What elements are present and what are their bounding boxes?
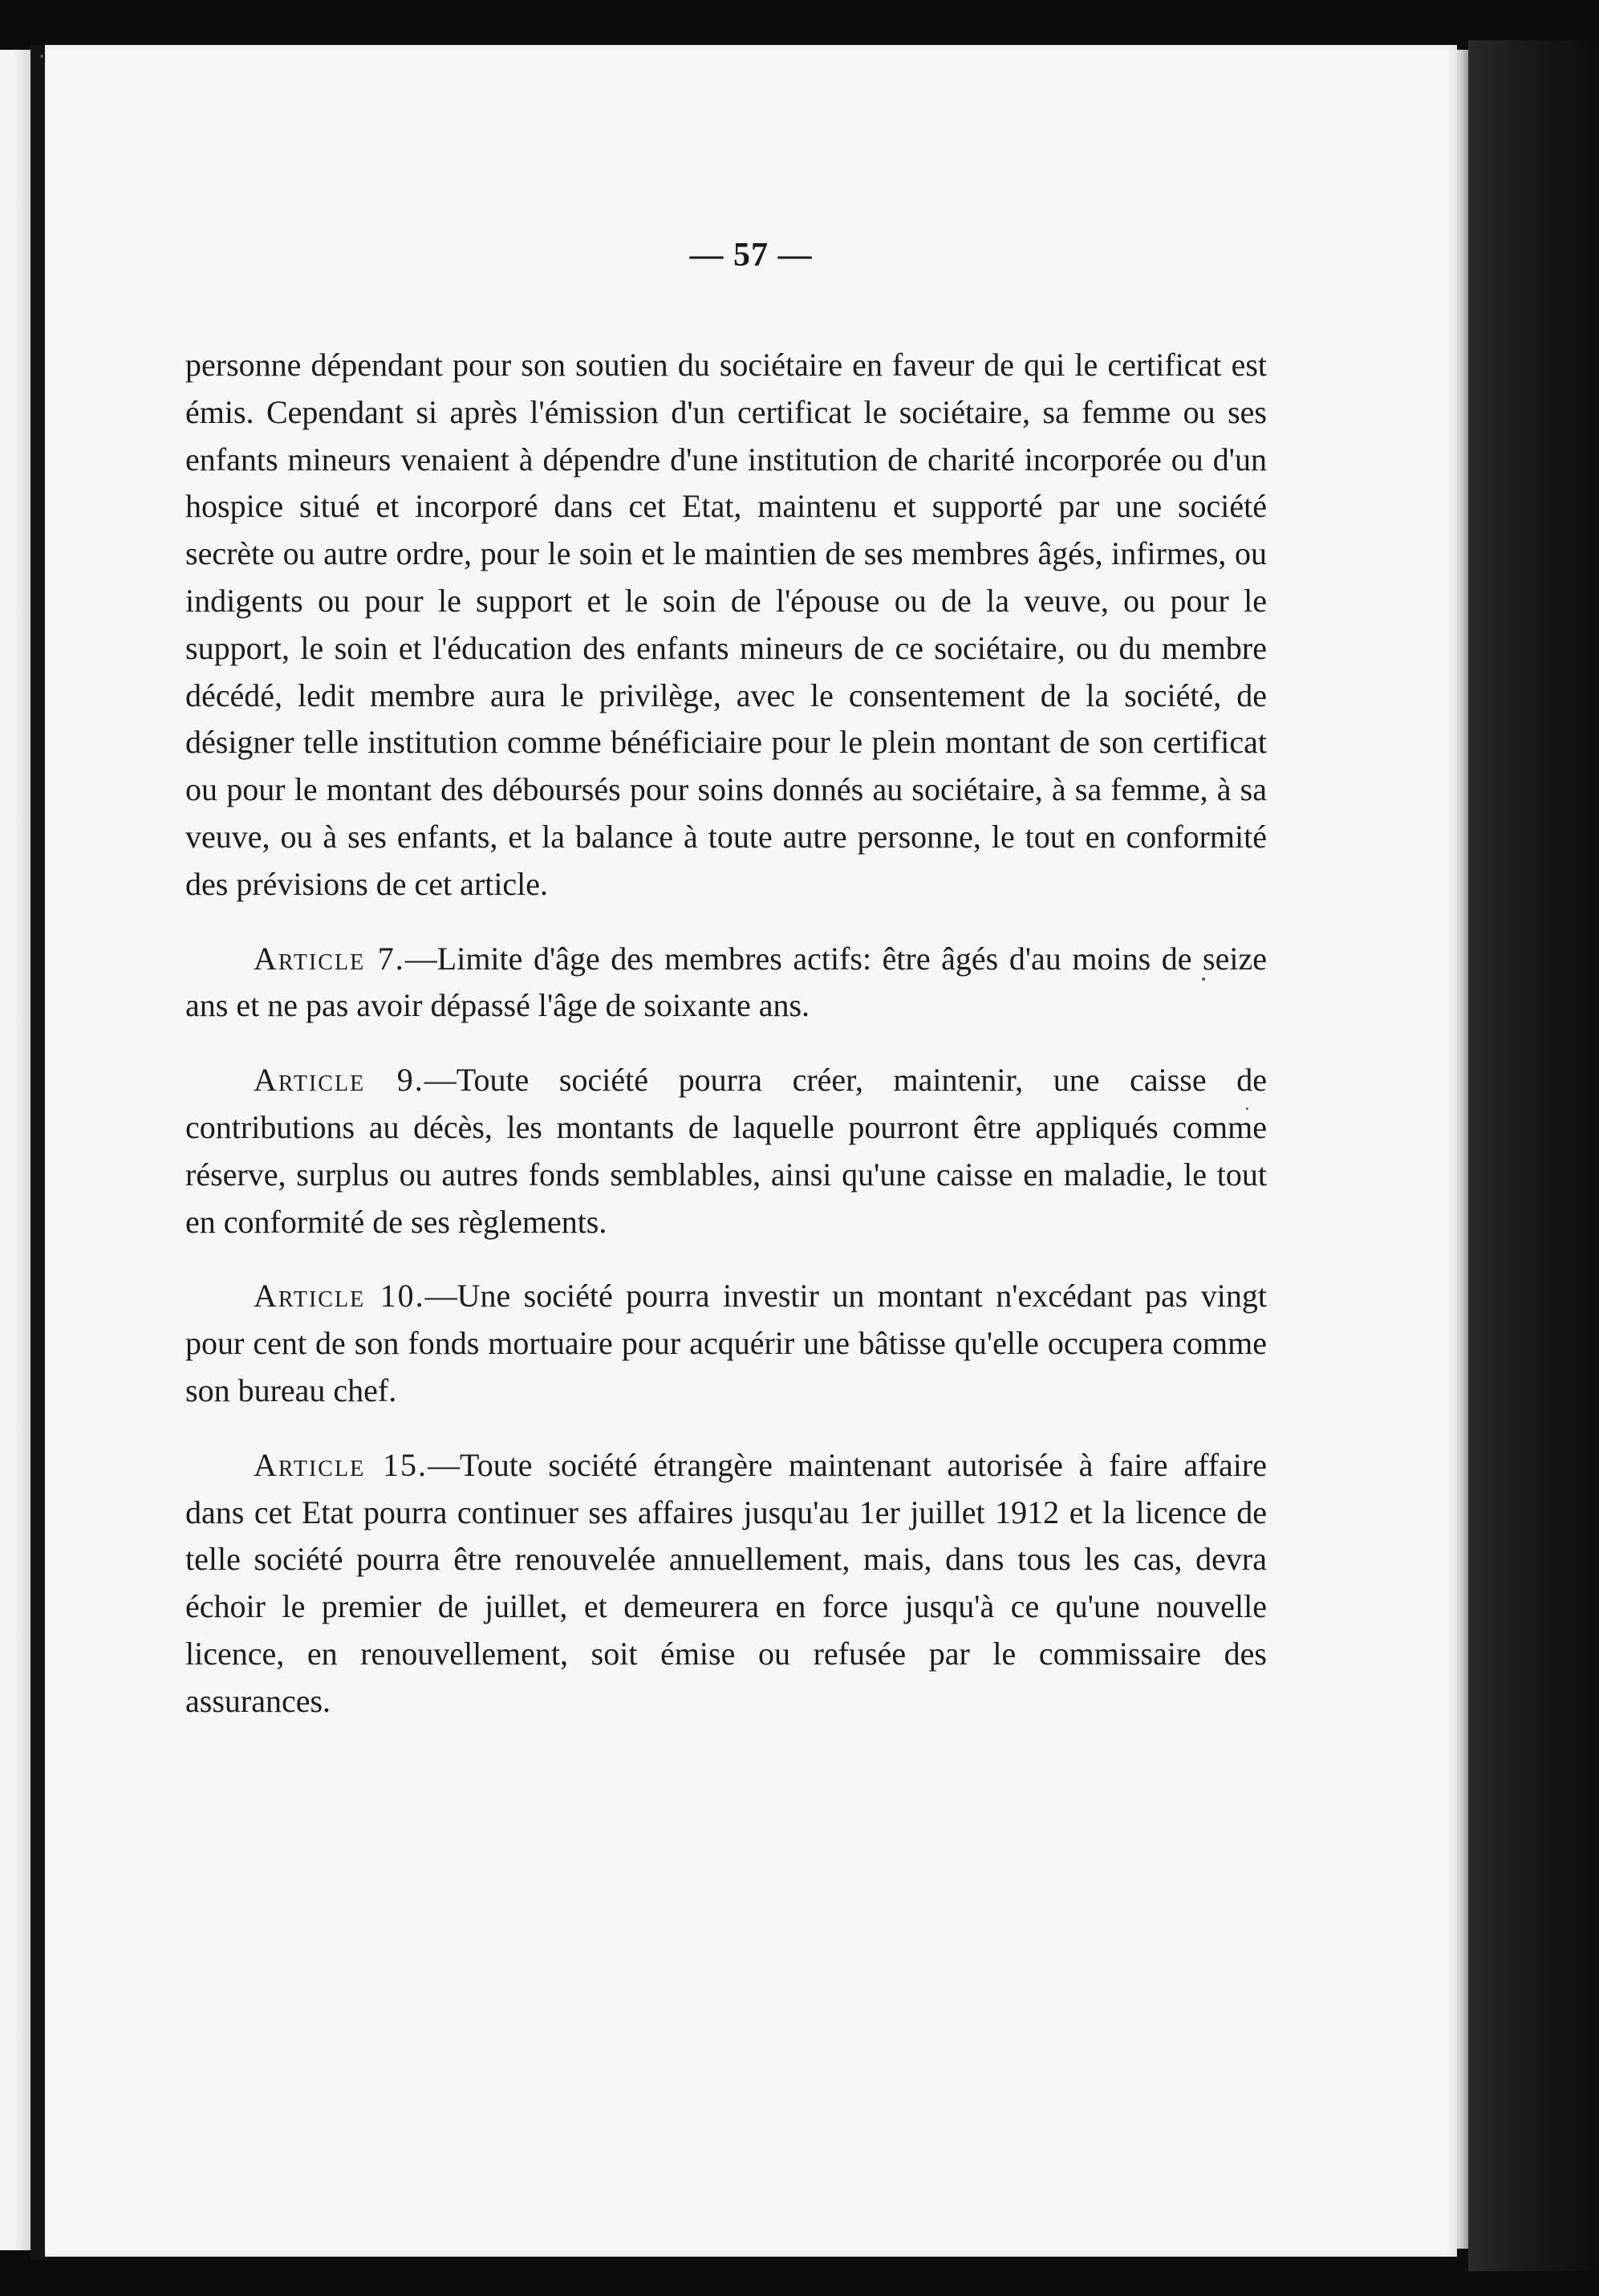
paragraph-article-7 <box>185 936 1267 1030</box>
body-text <box>185 342 1267 1725</box>
book-gutter <box>30 45 45 2260</box>
left-page-edge <box>0 50 30 2250</box>
article-text: —Limite d'âge des membres actifs: être âgés d'au moins de seize ans et ne pas avoir dépassé l'âge de soixante ans. <box>185 940 1267 1024</box>
paragraph-article-9 <box>185 1057 1267 1246</box>
article-text: —Toute société étrangère maintenant autorisée à faire affaire dans cet Etat pourra continuer ses affaires jusqu'au 1er juillet 1912 et la licence de telle société pourra être renouvelée annuellement, mais, dans tous les cas, devra échoir le premier de juillet, et demeurera en force jusqu'à ce qu'une nouvelle licence, en renouvellement, soit émise ou refusée par le commissaire des assurances. <box>185 1446 1267 1719</box>
article-heading: Article 15. <box>254 1446 428 1483</box>
paragraph-article-10 <box>185 1273 1267 1414</box>
dust-speck <box>40 55 43 58</box>
article-heading: Article 7. <box>254 940 405 977</box>
article-text: —Une société pourra investir un montant n'excédant pas vingt pour cent de son fonds mortuaire pour acquérir une bâtisse qu'elle occupera comme son bureau chef. <box>185 1278 1267 1408</box>
article-text: —Toute société pourra créer, maintenir, une caisse de contributions au décès, les montants de laquelle pourront être appliqués comme réserve, surplus ou autres fonds semblables, ainsi qu'une caisse en maladie, le tout en conformité de ses règlements. <box>185 1062 1267 1240</box>
paragraph-article-15 <box>185 1442 1267 1725</box>
book-page <box>45 45 1457 2257</box>
article-heading: Article 9. <box>254 1062 424 1099</box>
paragraph-continuation <box>185 342 1267 908</box>
article-heading: Article 10. <box>254 1278 425 1315</box>
paragraph-text: personne dépendant pour son soutien du sociétaire en faveur de qui le certificat est émis. Cependant si après l'émission d'un certificat le sociétaire, sa femme ou ses enfants mineurs venaient à dépendre d'une institution de charité incorporée ou d'un hospice situé et incorporé dans cet Etat, maintenu et supporté par une société secrète ou autre ordre, pour le soin et le maintien de ses membres âgés, infirmes, ou indigents ou pour le support et le soin de l'épouse ou de la veuve, ou pour le support, le soin et l'éducation des enfants mineurs de ce sociétaire, ou du membre décédé, ledit membre aura le privilège, avec le consentement de la société, de désigner telle institution comme bénéficiaire pour le plein montant de son certificat ou pour le montant des déboursés pour soins donnés au sociétaire, à sa femme, à sa veuve, ou à ses enfants, et la balance à toute autre personne, le tout en conformité des prévisions de cet article. <box>185 347 1267 902</box>
scan-background-shadow <box>1468 40 1599 2271</box>
page-number: — 57 — <box>689 237 813 274</box>
